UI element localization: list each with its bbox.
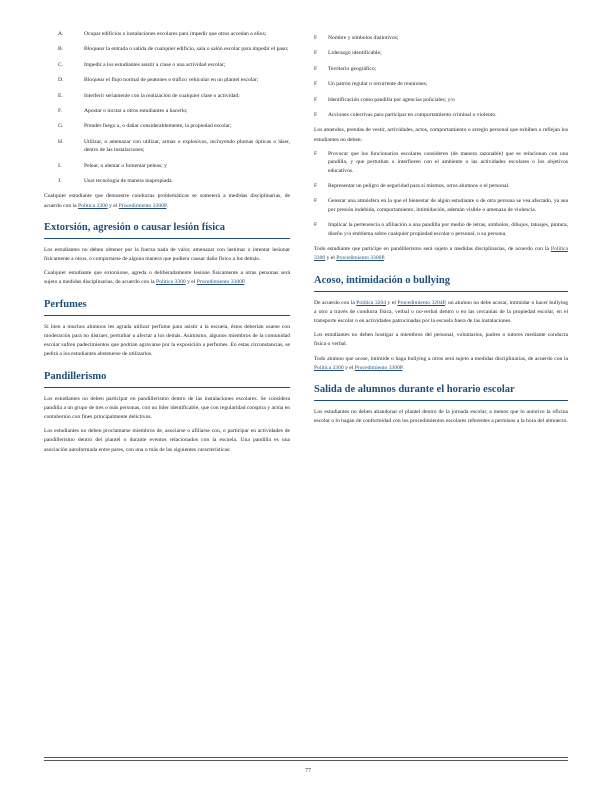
list-item-text: Impedir a los estudiantes asistir a clase o una actividad escolar; xyxy=(84,61,226,68)
paragraph-gangs-1: Los estudiantes no deben participar en pandillerismo dentro de las instalaciones escolares. Se considera pandilla a un grupo de tres o más personas, con un líder identificable, que con regularidad conspira y actúa en contubernio con fines principalmente delictivos. xyxy=(44,395,290,420)
paragraph-extortion-1: Los estudiantes no deben obtener por la fuerza nada de valor, amenazar con lastimar o intentar lesionar físicamente a otros, o comportarse de alguna manera que pudiera causar daño físico a los demás. xyxy=(44,246,290,263)
list-marker: F xyxy=(314,96,318,103)
list-item xyxy=(44,122,290,130)
paragraph-gangs-2: Los estudiantes no deben proclamarse miembros de, asociarse o afiliarse con, o participar en actividades de pandillerismo dentro del plantel o durante eventos relacionados con la escuela. Una pandilla es una asociación autoformada entre pares, con una o más de las siguientes características: xyxy=(44,428,290,453)
list-item xyxy=(44,30,290,38)
list-item-text: Ocupar edificios o instalaciones escolares para impedir que otros accedan a ellos; xyxy=(84,31,267,37)
attire-restrictions-list xyxy=(314,150,568,238)
paragraph-leaving-school: Los estudiantes no deben abandonar el plantel dentro de la jornada escolar, a menos que lo autorice la oficina escolar o lo hagan de conformidad con los procedimientos escolares referentes a permisos a la hora del almuerzo. xyxy=(314,408,568,425)
policy-3300-link[interactable]: Política 3300 xyxy=(314,364,344,371)
paragraph-gang-discipline: Todo estudiante que participe en pandillerismo será sujeto a medidas disciplinarias, de acuerdo con la Política 3300 y el Procedimiento 3300P. xyxy=(314,246,568,262)
list-item-text: Un patrón regular o recurrente de reuniones; xyxy=(328,81,428,88)
gang-characteristics-list xyxy=(314,34,568,119)
list-item xyxy=(44,45,290,53)
list-item xyxy=(44,61,290,69)
list-item xyxy=(44,92,290,100)
paragraph-bullying-3: Todo alumno que acose, intimide o haga bullying a otros será sujeto a medidas disciplinarias, de acuerdo con la Política 3300 y el Procedimiento 3300P. xyxy=(314,355,568,371)
prohibited-actions-list xyxy=(44,30,290,185)
paragraph-discipline-conduct: Cualquier estudiante que demuestre conductas problemáticas se someterá a medidas disciplinarias, de acuerdo con la Política 3300 y el Procedimiento 3300P. xyxy=(44,193,290,209)
list-item xyxy=(44,107,290,115)
policy-3204-link[interactable]: Política 3204 xyxy=(356,299,387,306)
paragraph-bullying-2: Los estudiantes no deben hostigar a miembros del personal, voluntarios, padres o tutores mediante conducta física o verbal. xyxy=(314,332,568,348)
footer-divider xyxy=(44,757,568,758)
policy-3300-link[interactable]: Política 3300 xyxy=(314,246,568,262)
list-item xyxy=(44,76,290,84)
page-number: 77 xyxy=(305,768,311,774)
list-marker: F xyxy=(314,183,318,190)
list-marker: F xyxy=(314,150,318,157)
procedure-3300p-link[interactable]: Procedimiento 3300P xyxy=(336,255,384,262)
list-item-text: Provocar que los funcionarios escolares consideren (de manera razonable) que se relacionan con una pandilla, y que perturban o interfieren con el ambiente o las actividades escolares o los objetivos educativos. xyxy=(328,150,568,174)
list-item-text: Apostar o incitar a otros estudiantes a hacerlo; xyxy=(84,108,188,115)
list-item xyxy=(314,221,568,238)
list-item-text: Bloquear el flujo normal de peatones o tráfico vehicular en un plantel escolar; xyxy=(84,77,259,84)
procedure-3300p-link[interactable]: Procedimiento 3300P xyxy=(354,364,403,371)
list-marker: F xyxy=(314,81,318,88)
list-item-text: Identificación como pandilla por agencias policiales; y/o xyxy=(328,96,455,103)
list-item-text: Territorio geográfico; xyxy=(328,65,377,72)
list-marker: F xyxy=(314,222,318,229)
heading-leaving-school: Salida de alumnos durante el horario escolar xyxy=(314,383,568,401)
list-marker: F. xyxy=(58,108,63,115)
paragraph-attire: Los atuendos, prendas de vestir, actividades, actos, comportamiento o arreglo personal que exhiben o reflejan los estudiantes no deben: xyxy=(314,127,568,143)
list-item-text: Acciones colectivas para participar en comportamiento criminal o violento. xyxy=(328,112,497,119)
list-marker: F xyxy=(314,198,318,205)
list-item xyxy=(44,138,290,155)
list-marker: I. xyxy=(58,162,62,169)
list-marker: F xyxy=(314,112,318,119)
footer-divider xyxy=(44,760,568,761)
list-marker: B. xyxy=(58,46,64,53)
list-marker: H. xyxy=(58,138,64,145)
list-marker: D. xyxy=(58,77,64,84)
list-item xyxy=(314,96,568,104)
list-item-text: Utilizar, o amenazar con utilizar, armas o explosivos, incluyendo plumas ópticas o láser, dentro de las instalaciones; xyxy=(84,138,290,154)
list-item-text: Pelear, o alentar o fomentar peleas; y xyxy=(84,162,167,169)
list-item xyxy=(314,182,568,190)
list-item xyxy=(44,162,290,170)
heading-perfumes: Perfumes xyxy=(44,298,290,316)
heading-gangs: Pandillerismo xyxy=(44,370,290,388)
list-item xyxy=(314,197,568,214)
list-item-text: Generar una atmósfera en la que el bienestar de algún estudiante o de otra persona se vea afectado, ya sea por presión indebida, comportamiento, intimidación, ademán visible o amenaza de violencia. xyxy=(328,198,568,213)
list-marker: F xyxy=(314,35,318,41)
list-item-text: Liderazgo identificable; xyxy=(328,50,382,57)
list-marker: G. xyxy=(58,123,64,130)
list-item-text: Representar un peligro de seguridad para sí mismos, otros alumnos o el personal. xyxy=(328,183,510,190)
right-column xyxy=(314,34,568,431)
list-marker: F xyxy=(314,50,318,57)
procedure-3204p-link[interactable]: Procedimiento 3204P xyxy=(397,299,446,306)
list-item xyxy=(314,150,568,175)
list-item xyxy=(314,49,568,57)
list-item xyxy=(44,177,290,185)
left-column xyxy=(44,30,290,460)
list-item xyxy=(314,80,568,88)
list-marker: F xyxy=(314,65,318,72)
procedure-3300p-link[interactable]: Procedimiento 3300P xyxy=(196,279,245,286)
list-item xyxy=(314,111,568,119)
list-item xyxy=(314,34,568,42)
policy-3300-link[interactable]: Política 3300 xyxy=(78,202,108,209)
list-marker: E. xyxy=(58,92,63,99)
list-item xyxy=(314,65,568,73)
list-item-text: Nombre y símbolos distintivos; xyxy=(328,35,399,41)
list-marker: J. xyxy=(58,178,62,185)
list-item-text: Usar tecnología de manera inapropiada. xyxy=(84,178,173,185)
policy-3300-link[interactable]: Política 3300 xyxy=(156,279,186,286)
heading-bullying: Acoso, intimidación o bullying xyxy=(314,274,568,292)
list-item-text: Prender fuego a, o dañar considerablemente, la propiedad escolar; xyxy=(84,123,232,130)
list-item-text: Bloquear la entrada o salida de cualquier edificio, sala o salón escolar para impedir el paso; xyxy=(84,46,289,53)
paragraph-perfumes: Si bien a muchos alumnos les agrada utilizar perfume para asistir a la escuela, éstos deberían usarse con moderación para no distraer, perturbar u afectar a los demás. Asimismo, algunos miembros de la comunidad escolar sufren padecimientos que podrían agravarse por la exposición a perfumes. En estas circunstancias, se pedirá a los estudiantes abstenerse de utilizarlos. xyxy=(44,323,290,358)
list-item-text: Implicar la pertenencia o afiliación a una pandilla por medio de letras, símbolos, dibujos, tatuajes, pintura, diseño y/o emblema sobre cualquier propiedad escolar o personal, o su persona. xyxy=(328,222,568,237)
list-marker: C. xyxy=(58,61,64,68)
paragraph-bullying-1: De acuerdo con la Política 3204 y el Procedimiento 3204P, un alumno no debe acosar, intimidar o hacer bullying a otro a través de conducta física, verbal o no-verbal dentro o en las cercanías de la propiedad escolar, en el transporte escolar o en actividades patrocinadas por la escuela fuera de las instalaciones. xyxy=(314,299,569,324)
paragraph-extortion-2: Cualquier estudiante que extorsione, agreda o deliberadamente lesione físicamente a otras personas será sujeto a medidas disciplinarias, de acuerdo con la Política 3300 y el Procedimiento 3300P. xyxy=(44,270,290,286)
heading-extortion: Extorsión, agresión o causar lesión física xyxy=(44,221,290,239)
procedure-3300p-link[interactable]: Procedimiento 3300P xyxy=(118,202,167,209)
list-item-text: Interferir seriamente con la realización de cualquier clase o actividad; xyxy=(84,92,240,99)
list-marker: A. xyxy=(58,31,64,37)
